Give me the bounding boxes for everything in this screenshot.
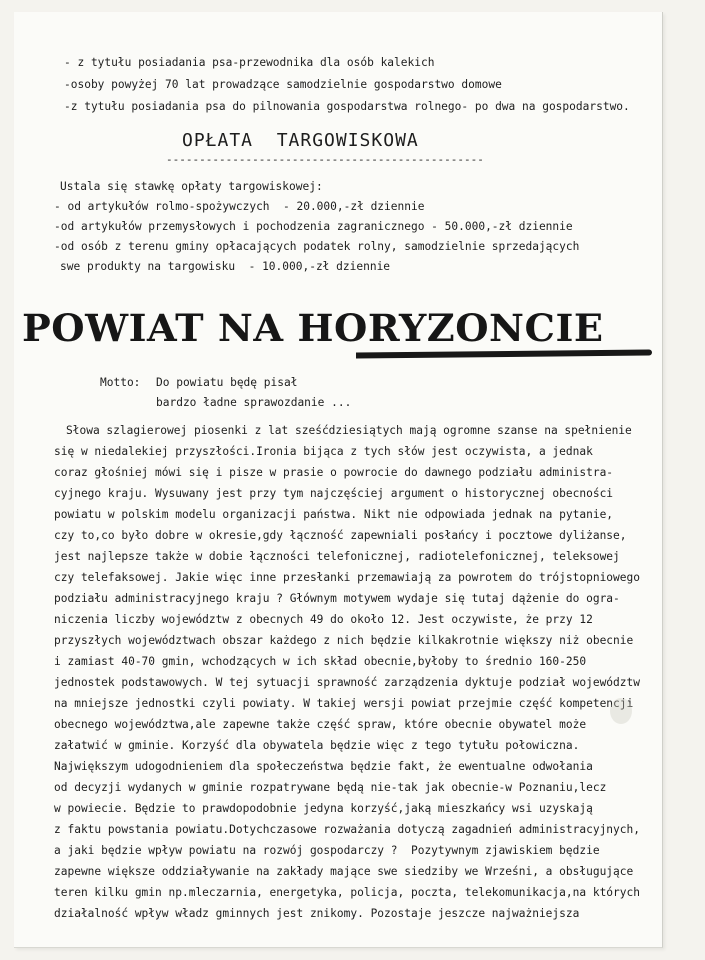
motto-label: Motto: xyxy=(100,376,141,389)
article-line: z faktu powstania powiatu.Dotychczasowe rozważania dotyczą zagadnień administracyjnych, xyxy=(54,823,640,836)
article-line: czy telefaksowej. Jakie więc inne przesłanki przemawiają za powrotem do trójstopniowego xyxy=(54,571,640,584)
article-line: załatwić w gminie. Korzyść dla obywatela będzie więc z tego tytułu połowiczna. xyxy=(54,739,580,752)
article-line: podziału administracyjnego kraju ? Głównym motywem wydaje się tutaj dążenie do ogra- xyxy=(54,592,620,605)
article-line: się w niedalekiej przyszłości.Ironia bijąca z tych słów jest oczywista, a jednak xyxy=(54,445,593,458)
fee-intro: Ustala się stawkę opłaty targowiskowej: xyxy=(60,180,323,193)
article-line: zapewne większe oddziaływanie na zakłady mające swe siedziby we Wrześni, a obsługujące xyxy=(54,865,634,878)
section-title: OPŁATA TARGOWISKOWA xyxy=(182,130,419,151)
fee-item: -od osób z terenu gminy opłacających podatek rolny, samodzielnie sprzedających xyxy=(54,240,580,253)
motto-line: Do powiatu będę pisał xyxy=(156,376,298,389)
article-line: na mniejsze jednostki czyli powiaty. W takiej wersji powiat przejmie część kompetencji xyxy=(54,697,634,710)
fee-item: -od artykułów przemysłowych i pochodzenia zagranicznego - 50.000,-zł dziennie xyxy=(54,220,573,233)
article-line: czy to,co było dobre w okresie,gdy łączność zapewniali posłańcy i pocztowe dyliżanse, xyxy=(54,529,627,542)
article-line: jest najlepsze także w dobie łączności telefonicznej, radiotelefonicznej, teleksowej xyxy=(54,550,620,563)
article-line: i zamiast 40-70 gmin, wchodzących w ich skład obecnie,byłoby to średnio 160-250 xyxy=(54,655,587,668)
list-item: -osoby powyżej 70 lat prowadzące samodzielnie gospodarstwo domowe xyxy=(64,78,502,91)
list-item: -z tytułu posiadania psa do pilnowania gospodarstwa rolnego- po dwa na gospodarstwo. xyxy=(64,100,630,113)
article-line: a jaki będzie wpływ powiatu na rozwój gospodarczy ? Pozytywnym zjawiskiem będzie xyxy=(54,844,600,857)
article-line: działalność wpływ władz gminnych jest znikomy. Pozostaje jeszcze najważniejsza xyxy=(54,907,580,920)
article-line: obecnego województwa,ale zapewne także część spraw, które obecnie obywatel może xyxy=(54,718,587,731)
paper-stain xyxy=(610,698,632,724)
article-line: teren kilku gmin np.mleczarnia, energetyka, policja, poczta, telekomunikacja,na których xyxy=(54,886,640,899)
article-line: przyszłych województwach obszar każdego z nich będzie kilkakrotnie większy niż obecnie xyxy=(54,634,634,647)
section-title-underline: ------------------------------------------------ xyxy=(166,153,484,166)
document-page xyxy=(14,12,663,948)
article-line: powiatu w polskim modelu organizacji państwa. Nikt nie odpowiada jednak na pytanie, xyxy=(54,508,614,521)
article-line: niczenia liczby województw z obecnych 49 do około 12. Jest oczywiste, że przy 12 xyxy=(54,613,593,626)
fee-item: - od artykułów rolmo-spożywczych - 20.000,-zł dziennie xyxy=(54,200,425,213)
article-line: Największym udogodnieniem dla społeczeństwa będzie fakt, że ewentualne odwołania xyxy=(54,760,593,773)
fee-item: swe produkty na targowisku - 10.000,-zł dziennie xyxy=(60,260,391,273)
headline-underline-bar xyxy=(356,349,652,358)
article-line: cyjnego kraju. Wysuwany jest przy tym najczęściej argument o historycznej obecności xyxy=(54,487,614,500)
article-line: w powiecie. Będzie to prawdopodobnie jedyna korzyść,jaką mieszkańcy wsi uzyskają xyxy=(54,802,593,815)
article-line: od decyzji wydanych w gminie rozpatrywane będą nie-tak jak obecnie-w Poznaniu,lecz xyxy=(54,781,607,794)
article-line: coraz głośniej mówi się i pisze w prasie o powrocie do dawnego podziału administra- xyxy=(54,466,614,479)
article-line: jednostek podstawowych. W tej sytuacji sprawność zarządzenia dyktuje podział województw xyxy=(54,676,640,689)
article-line: Słowa szlagierowej piosenki z lat sześćdziesiątych mają ogromne szanse na spełnienie xyxy=(66,424,632,437)
article-headline: POWIAT NA HORYZONCIE xyxy=(22,306,604,350)
motto-line: bardzo ładne sprawozdanie ... xyxy=(156,396,352,409)
list-item: - z tytułu posiadania psa-przewodnika dla osób kalekich xyxy=(64,56,435,69)
